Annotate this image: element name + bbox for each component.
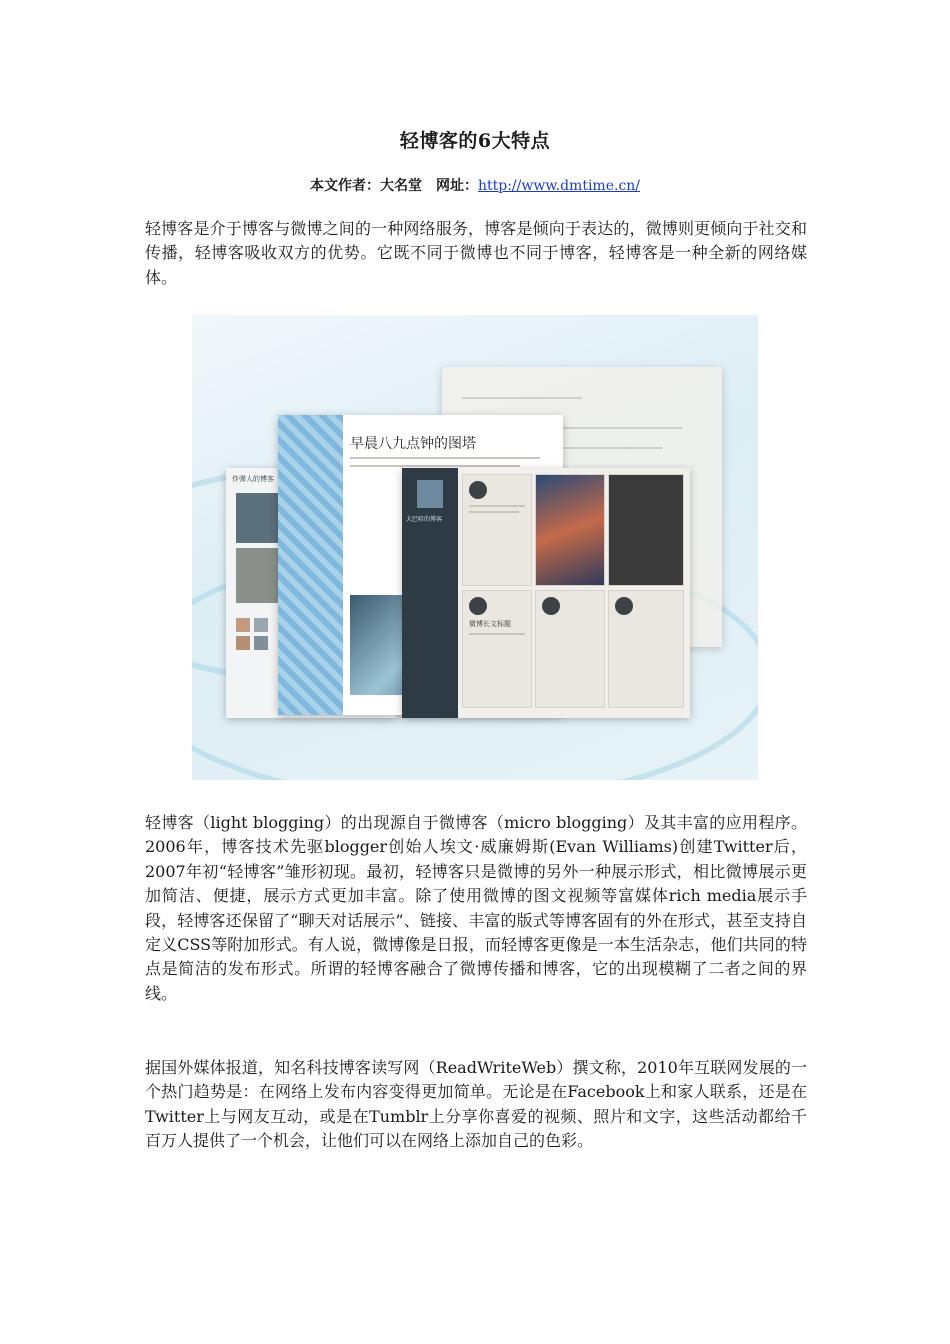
byline-label: 本文作者：大名堂 网址： [309, 178, 478, 194]
paragraph-intro: 轻博客是介于博客与微博之间的一种网络服务，博客是倾向于表达的，微博则更倾向于社交和传播，轻博客吸收双方的优势。它既不同于微博也不同于博客，轻博客是一种全新的网络媒体。 [145, 219, 807, 287]
paragraph-trend: 据国外媒体报道，知名科技博客读写网（ReadWriteWeb）撰文称，2010年互联网发展的一个热门趋势是：在网络上发布内容变得更加简单。无论是在Facebook上和家人联系，还是在Twitter上与网友互动，或是在Tumblr上分享你喜爱的视频、照片和文字，这些活动都给千百万人提供了一个机会，让他们可以在网络上添加自己的色彩。 [145, 1058, 807, 1151]
text-line [469, 633, 525, 635]
document-icon [469, 597, 487, 615]
text-line [469, 511, 519, 513]
post-tile [535, 590, 605, 708]
striped-sidebar [278, 415, 343, 715]
avatar [254, 636, 268, 650]
document-title: 轻博客的6大特点 [399, 130, 551, 152]
left-panel-title: 炸弹人的博客 [232, 475, 274, 483]
snowman-photo-tile [535, 474, 605, 586]
site-link[interactable]: http://www.dmtime.cn/ [477, 178, 641, 194]
video-tile [608, 474, 684, 586]
text-line [350, 465, 520, 467]
avatar [236, 636, 250, 650]
profile-name: 大巴哈的博客 [406, 516, 443, 523]
paragraph-origin: 轻博客（light blogging）的出现源自于微博客（micro blogging）及其丰富的应用程序。2006年，博客技术先驱blogger创始人埃文·威廉姆斯(Evan Williams)创建Twitter后，2007年初“轻博客”雏形初现。最初，轻博客只是微博的另外一种展示形式，相比微博展示更加简洁、便捷，展示方式更加丰富。除了使用微博的图文视频等富媒体rich media展示手段，轻博客还保留了“聊天对话展示”、链接、丰富的版式等博客固有的外在形式，甚至支持自定义CSS等附加形式。有人说，微博像是日报，而轻博客更像是一本生活杂志，他们共同的特点是简洁的发布形式。所谓的轻博客融合了微博传播和博客，它的出现模糊了二者之间的界线。 [145, 813, 807, 1003]
front-blog-panel [402, 468, 690, 718]
avatar [236, 618, 250, 632]
post-tile [462, 474, 532, 586]
post-tile [608, 590, 684, 708]
profile-avatar [417, 480, 443, 508]
tile-title: 微博长文标题 [469, 620, 511, 628]
text-line [469, 505, 525, 507]
text-line [462, 397, 582, 399]
article-tile [462, 590, 532, 708]
chat-bubble-icon [469, 481, 487, 499]
profile-sidebar [402, 468, 458, 718]
chat-bubble-icon [615, 597, 633, 615]
avatar [254, 618, 268, 632]
chat-bubble-icon [542, 597, 560, 615]
text-line [350, 457, 540, 459]
mid-panel-title: 早晨八九点钟的图塔 [350, 436, 476, 452]
byline [0, 175, 950, 195]
light-blog-illustration [192, 315, 758, 780]
